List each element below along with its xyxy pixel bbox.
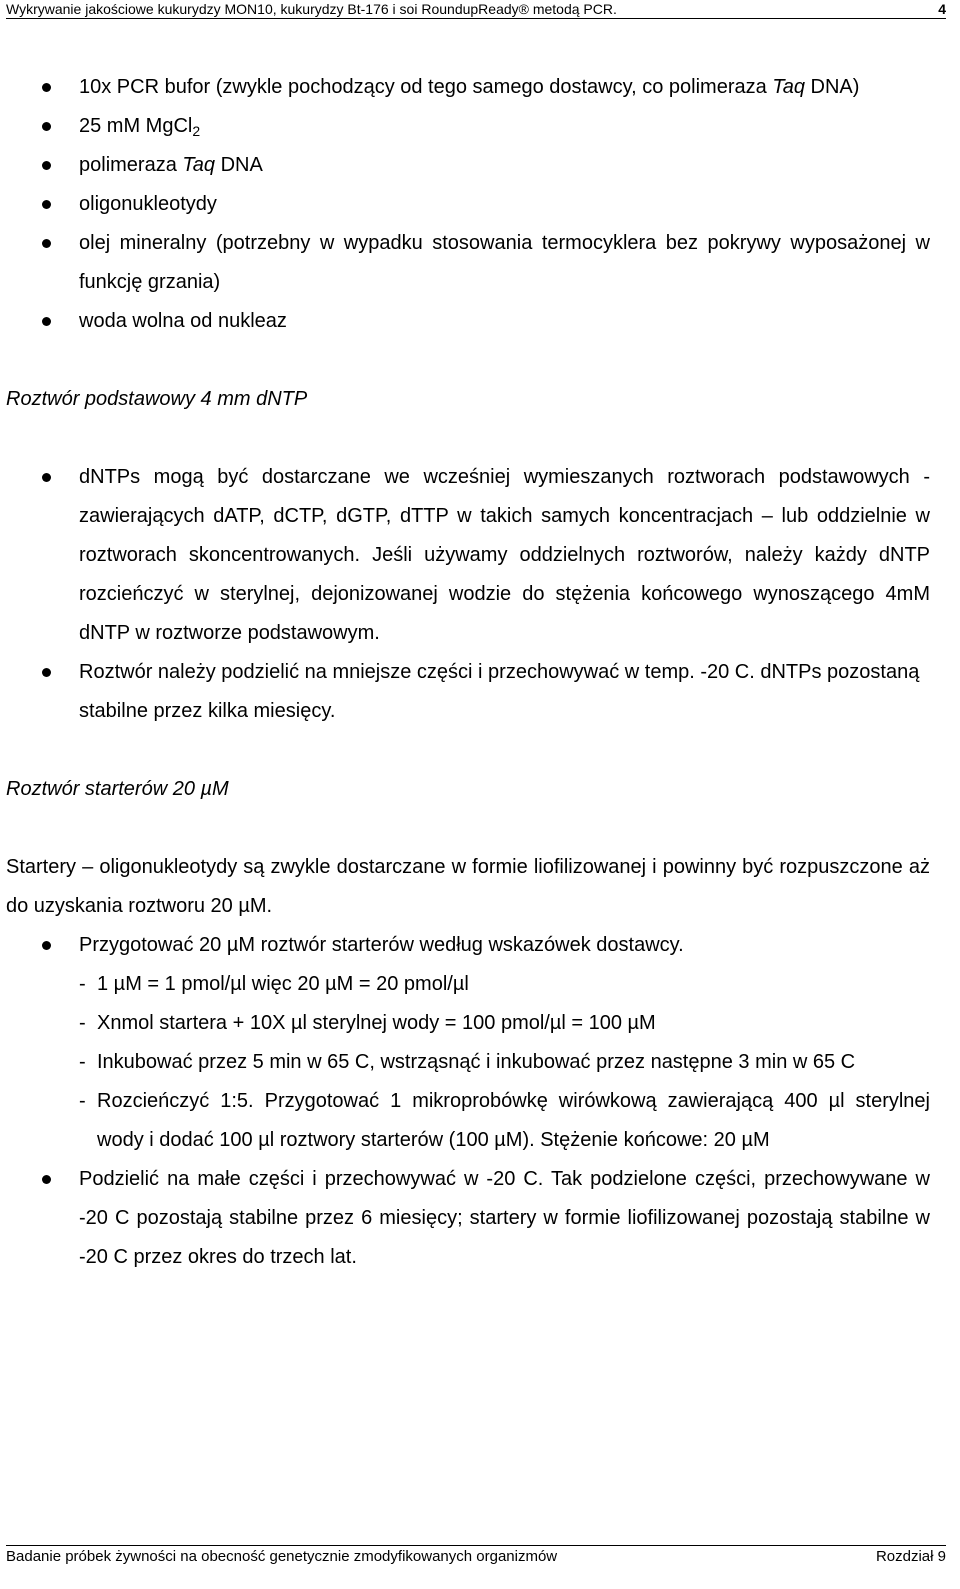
header-title: Wykrywanie jakościowe kukurydzy MON10, kukurydzy Bt-176 i soi RoundupReady® metodą PCR. — [6, 1, 617, 17]
primer-steps — [79, 965, 930, 1160]
primer-list — [6, 926, 930, 1277]
page-number: 4 — [938, 1, 946, 17]
list-item: Przygotować 20 µM roztwór starterów według wskazówek dostawcy. - 1 µM = 1 pmol/µl więc 20 µM = 20 pmol/µl - Xnmol startera + 10X µl sterylnej wody = 100 pmol/µl = 100 µM - Inkubować przez 5 min w 65 C, wstrząsnąć i inkubować przez następne 3 min w 65 C - Rozcieńczyć 1:5. Przygotować 1 mikroprobówkę wirówkową zawierającą 400 µl sterylnej wody i dodać 100 µl roztwory starterów (100 µM). Stężenie końcowe: 20 µM — [6, 926, 930, 1160]
list-item: olej mineralny (potrzebny w wypadku stosowania termocyklera bez pokrywy wyposażonej w funkcję grzania) — [6, 224, 930, 302]
list-item: Podzielić na małe części i przechowywać w -20 C. Tak podzielone części, przechowywane w -20 C pozostają stabilne przez 6 miesięcy; startery w formie liofilizowanej pozostają stabilne w -20 C przez okres do trzech lat. — [6, 1160, 930, 1277]
page-footer — [6, 1545, 946, 1568]
list-item: oligonukleotydy — [6, 185, 930, 224]
document-body — [6, 68, 930, 1277]
list-item: woda wolna od nukleaz — [6, 302, 930, 341]
page-header — [6, 0, 946, 19]
step-item: - Inkubować przez 5 min w 65 C, wstrząsnąć i inkubować przez następne 3 min w 65 C — [79, 1043, 930, 1082]
list-item: 10x PCR bufor (zwykle pochodzący od tego samego dostawcy, co polimeraza Taq DNA) — [6, 68, 930, 107]
step-item: - Rozcieńczyć 1:5. Przygotować 1 mikroprobówkę wirówkową zawierającą 400 µl sterylnej wody i dodać 100 µl roztwory starterów (100 µM). Stężenie końcowe: 20 µM — [79, 1082, 930, 1160]
list-item: Roztwór należy podzielić na mniejsze części i przechowywać w temp. -20 C. dNTPs pozostaną stabilne przez kilka miesięcy. — [6, 653, 930, 731]
chapter-label: Rozdział 9 — [875, 1548, 946, 1565]
list-item: 25 mM MgCl$_2$ — [6, 107, 930, 146]
primer-intro: Startery – oligonukleotydy są zwykle dostarczane w formie liofilizowanej i powinny być rozpuszczone aż do uzyskania roztworu 20 µM. — [6, 856, 930, 917]
step-item: - Xnmol startera + 10X µl sterylnej wody = 100 pmol/µl = 100 µM — [79, 1004, 930, 1043]
section-heading-dntp: Roztwór podstawowy 4 mm dNTP — [6, 388, 308, 410]
list-item: dNTPs mogą być dostarczane we wcześniej wymieszanych roztworach podstawowych - zawierających dATP, dCTP, dGTP, dTTP w takich samych koncentracjach – lub oddzielnie w roztworach skoncentrowanych. Jeśli używamy oddzielnych roztworów, należy każdy dNTP rozcieńczyć w sterylnej, dejonizowanej wodzie do stężenia końcowego wynoszącego 4mM dNTP w roztworze podstawowym. — [6, 458, 930, 653]
section-heading-primers: Roztwór starterów 20 µM — [6, 778, 229, 800]
list-item: polimeraza Taq DNA — [6, 146, 930, 185]
footer-title: Badanie próbek żywności na obecność genetycznie zmodyfikowanych organizmów — [6, 1548, 558, 1565]
dntp-list — [6, 458, 930, 731]
step-item: - 1 µM = 1 pmol/µl więc 20 µM = 20 pmol/µl — [79, 965, 930, 1004]
reagent-list — [6, 68, 930, 341]
